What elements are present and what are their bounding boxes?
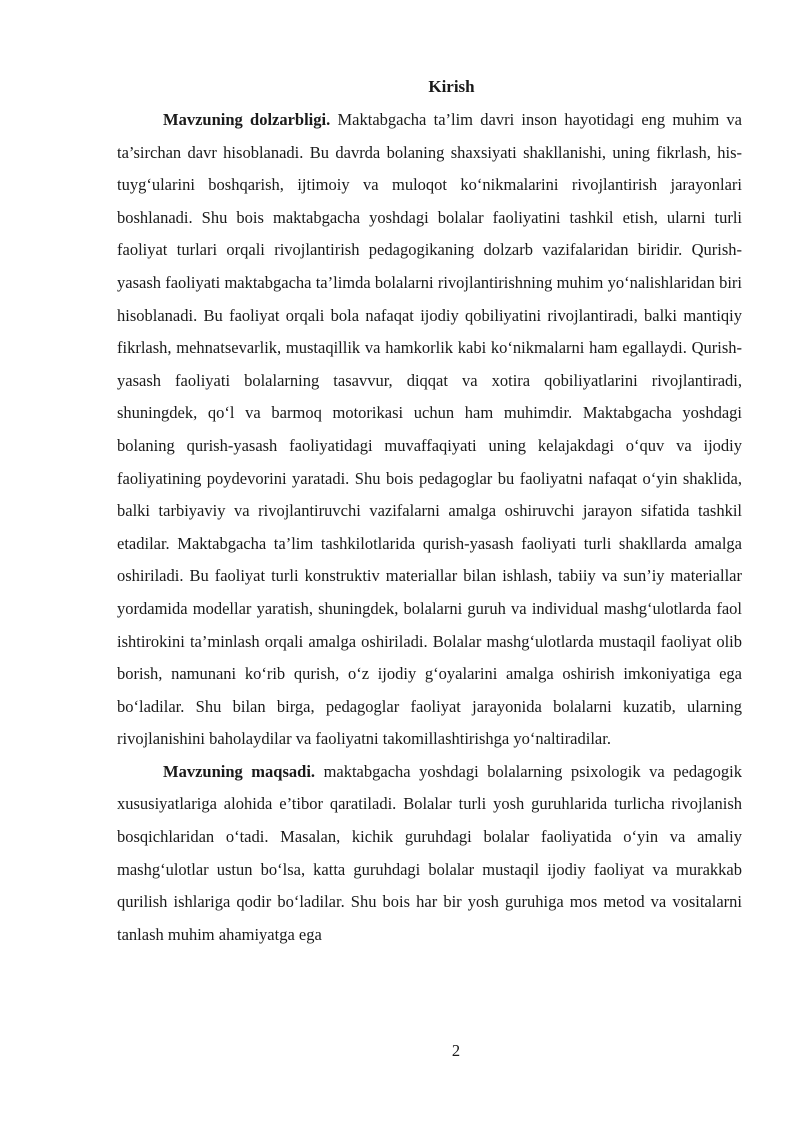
paragraph-relevance xyxy=(117,104,742,756)
paragraph-lead: Mavzuning dolzarbligi. xyxy=(163,110,331,129)
section-heading: Kirish xyxy=(428,77,475,96)
paragraph-text: maktabgacha yoshdagi bolalarning psixologik va pedagogik xususiyatlariga alohida e’tibor qaratiladi. Bolalar turli yosh guruhlarida turlicha rivojlanish bosqichlaridan o‘tadi. Masalan, kichik guruhdagi bolalar faoliyatida o‘yin va amaliy mashg‘ulotlar ustun bo‘lsa, katta guruhdagi bolalar mustaqil ijodiy faoliyat va murakkab qurilish ishlariga qodir bo‘ladilar. Shu bois har bir yosh guruhiga mos metod va vositalarni tanlash muhim ahamiyatga ega xyxy=(117,761,742,944)
page-number: 2 xyxy=(451,1041,461,1060)
document-page xyxy=(117,74,742,951)
paragraph-goal xyxy=(117,756,742,952)
paragraph-lead: Mavzuning maqsadi. xyxy=(163,761,316,781)
paragraph-text: Maktabgacha ta’lim davri inson hayotidagi eng muhim va ta’sirchan davr hisoblanadi. Bu davrda bolaning shaxsiyati shakllanishi, uning fikrlash, his-tuyg‘ularini boshqarish, ijtimoiy va muloqot ko‘nikmalarini rivojlantirish jarayonlari boshlanadi. Shu bois maktabgacha yoshdagi bolalar faoliyatini tashkil etish, ularni turli faoliyat turlari orqali rivojlantirish pedagogikaning dolzarb vazifalaridan biridir. Qurish-yasash faoliyati maktabgacha ta’limda bolalarni rivojlantirishning muhim yo‘nalishlaridan biri hisoblanadi. Bu faoliyat orqali bola nafaqat ijodiy qobiliyatini rivojlantiradi, balki mantiqiy fikrlash, mehnatsevarlik, mustaqillik va hamkorlik kabi ko‘nikmalarni ham egallaydi. Qurish-yasash faoliyati bolalarning tasavvur, diqqat va xotira qobiliyatlarini rivojlantiradi, shuningdek, qo‘l va barmoq motorikasi uchun ham muhimdir. Maktabgacha yoshdagi bolaning qurish-yasash faoliyatidagi muvaffaqiyati uning kelajakdagi o‘quv va ijodiy faoliyatining poydevorini yaratadi. Shu bois pedagoglar bu faoliyatni nafaqat o‘yin shaklida, balki tarbiyaviy va rivojlantiruvchi vazifalarni amalga oshiruvchi jarayon sifatida tashkil etadilar. Maktabgacha ta’lim tashkilotlarida qurish-yasash faoliyati turli shakllarda amalga oshiriladi. Bu faoliyat turli konstruktiv materiallar bilan ishlash, tabiiy va sun’iy materiallar yordamida modellar yaratish, shuningdek, bolalarni guruh va individual mashg‘ulotlarda faol ishtirokini ta’minlash orqali amalga oshiriladi. Bolalar mashg‘ulotlarda mustaqil faoliyat olib borish, namunani ko‘rib qurish, o‘z ijodiy g‘oyalarini amalga oshirish imkoniyatiga ega bo‘ladilar. Shu bilan birga, pedagoglar faoliyat jarayonida bolalarni kuzatib, ularning rivojlanishini baholaydilar va faoliyatni takomillashtirishga yo‘naltiradilar. xyxy=(117,110,742,749)
